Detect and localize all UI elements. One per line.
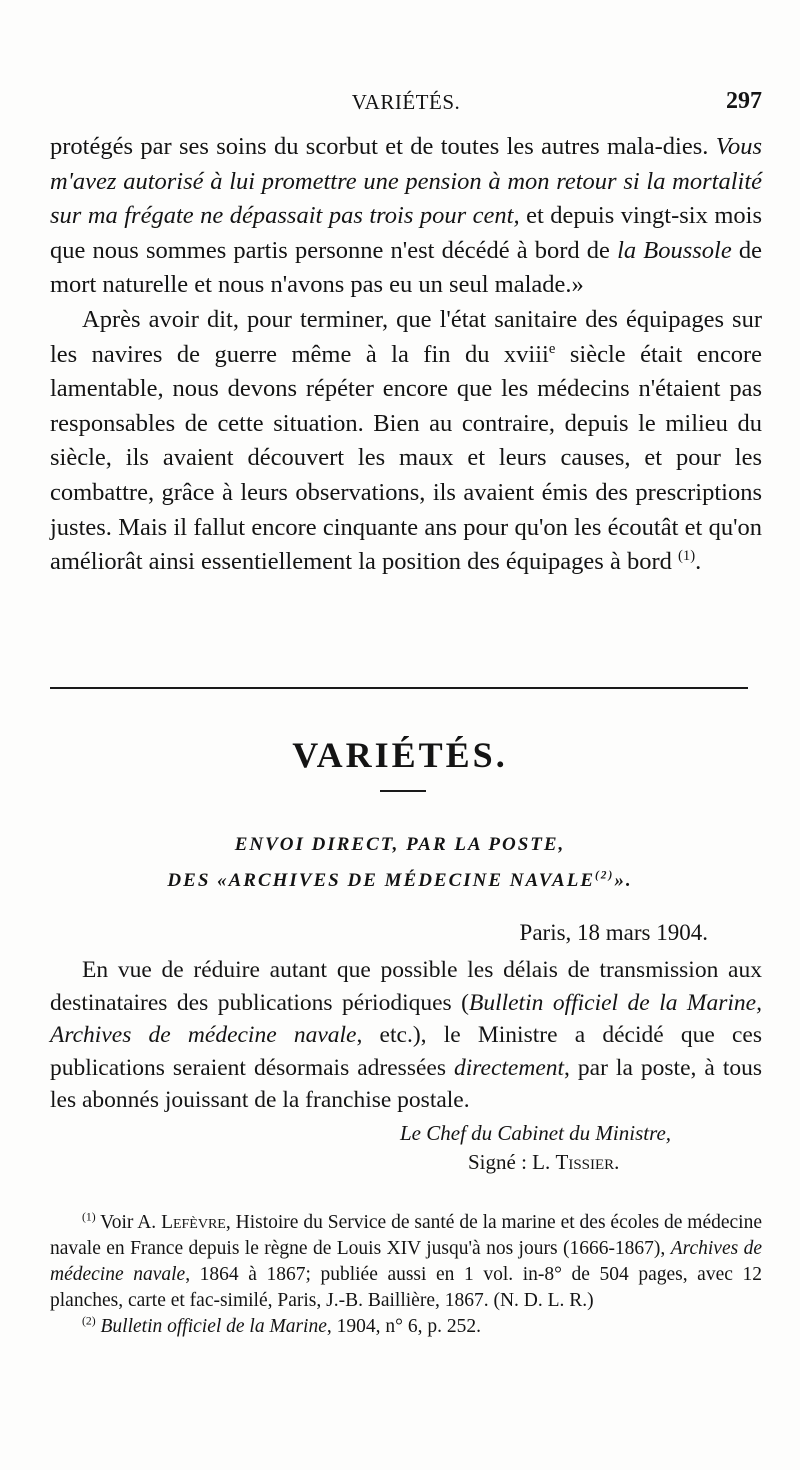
section-title: VARIÉTÉS.: [292, 735, 508, 775]
running-head-title: VARIÉTÉS.: [351, 90, 461, 114]
superscript: e: [548, 340, 556, 357]
footnote-1: [50, 1210, 762, 1314]
journal-title: Archives de médecine navale: [50, 1238, 762, 1285]
text-run: ».: [614, 870, 633, 891]
italic-quote: Vous m'avez autorisé à lui promettre une pension à mon retour si la mortalité sur ma frégate ne dépassait pas trois pour cent,: [50, 133, 762, 230]
text-run: .: [695, 548, 702, 576]
text-run: , 1904, n° 6, p. 252.: [326, 1316, 481, 1337]
subtitle-line-2: [0, 870, 800, 892]
text-run: et depuis vingt-six mois que nous sommes partis personne n'est décédé à bord de: [50, 202, 762, 264]
ship-name: la Boussole: [617, 236, 732, 264]
publication-titles: Bulletin officiel de la Marine, Archives de médecine navale: [50, 989, 762, 1049]
text-run: , 1864 à 1867; publiée aussi en 1 vol. in-8° de 504 pages, avec 12 planches, carte et fac-similé, Paris, J.-B. Baillière, 1867. (N. D. L. R.): [50, 1264, 762, 1311]
text-run: , etc.), le Ministre a décidé que ces publications seraient désormais adressées: [50, 1022, 762, 1081]
subtitle-line-1: ENVOI DIRECT, PAR LA POSTE,: [234, 834, 566, 855]
text-run: , par la poste, à tous les abonnés jouissant de la franchise postale.: [50, 1054, 762, 1114]
text-run: de mort naturelle et nous n'avons pas eu un seul malade.»: [50, 236, 763, 299]
text-run: En vue de réduire autant que possible les délais de transmission aux destinataires des publications périodiques (: [50, 957, 762, 1016]
running-head: [50, 88, 762, 118]
signatory: Tissier.: [555, 1150, 620, 1174]
journal-title: Bulletin officiel de la Marine: [100, 1316, 327, 1337]
footnote-mark-2: (2): [82, 1314, 96, 1328]
paragraph-conclusion: [50, 303, 762, 580]
text-run: Après avoir dit, pour terminer, que l'état sanitaire des équipages sur les navires de guerre même à la fin du xviii: [50, 305, 762, 368]
footnotes: [50, 1210, 762, 1340]
signature-role: Le Chef du Cabinet du Ministre,: [400, 1121, 672, 1145]
text-run: siècle était encore lamentable, nous devons répéter encore que les médecins n'étaient pas responsables de cette situation. Bien au contraire, depuis le milieu du siècle, ils avaient découvert les maux et leurs causes, et pour les combattre, grâce à leurs observations, ils avaient émis des prescriptions justes. Mais il fallut encore cinquante ans pour qu'on les écoutât et qu'on améliorât ainsi essentiellement la position des équipages à bord: [50, 340, 762, 576]
notice-paragraph: [50, 954, 762, 1117]
dateline: Paris, 18 mars 1904.: [519, 920, 708, 945]
emphasis: directement: [453, 1054, 565, 1081]
section-divider: [50, 687, 748, 689]
title-underline: [380, 790, 426, 792]
continued-text: [50, 130, 762, 580]
footnote-mark-1: (1): [82, 1210, 96, 1224]
footnote-2: [50, 1314, 762, 1340]
footnote-ref-1[interactable]: (1): [677, 547, 696, 564]
notice-text: [50, 954, 762, 1117]
text-run: DES «ARCHIVES DE MÉDECINE NAVALE: [167, 870, 596, 891]
text-run: Voir A.: [95, 1212, 162, 1233]
text-run: protégés par ses soins du scorbut et de toutes les autres mala-dies.: [50, 133, 716, 160]
author-name: Lefèvre: [161, 1212, 226, 1233]
text-run: Signé : L.: [468, 1150, 556, 1174]
signature-name: [468, 1150, 619, 1175]
footnote-ref-2[interactable]: (2): [595, 869, 615, 882]
page-number: 297: [726, 88, 762, 114]
text-run: , Histoire du Service de santé de la marine et des écoles de médecine navale en France depuis le règne de Louis XIV jusqu'à nos jours (1666-1867),: [50, 1212, 763, 1259]
paragraph-continuation: [50, 130, 762, 303]
